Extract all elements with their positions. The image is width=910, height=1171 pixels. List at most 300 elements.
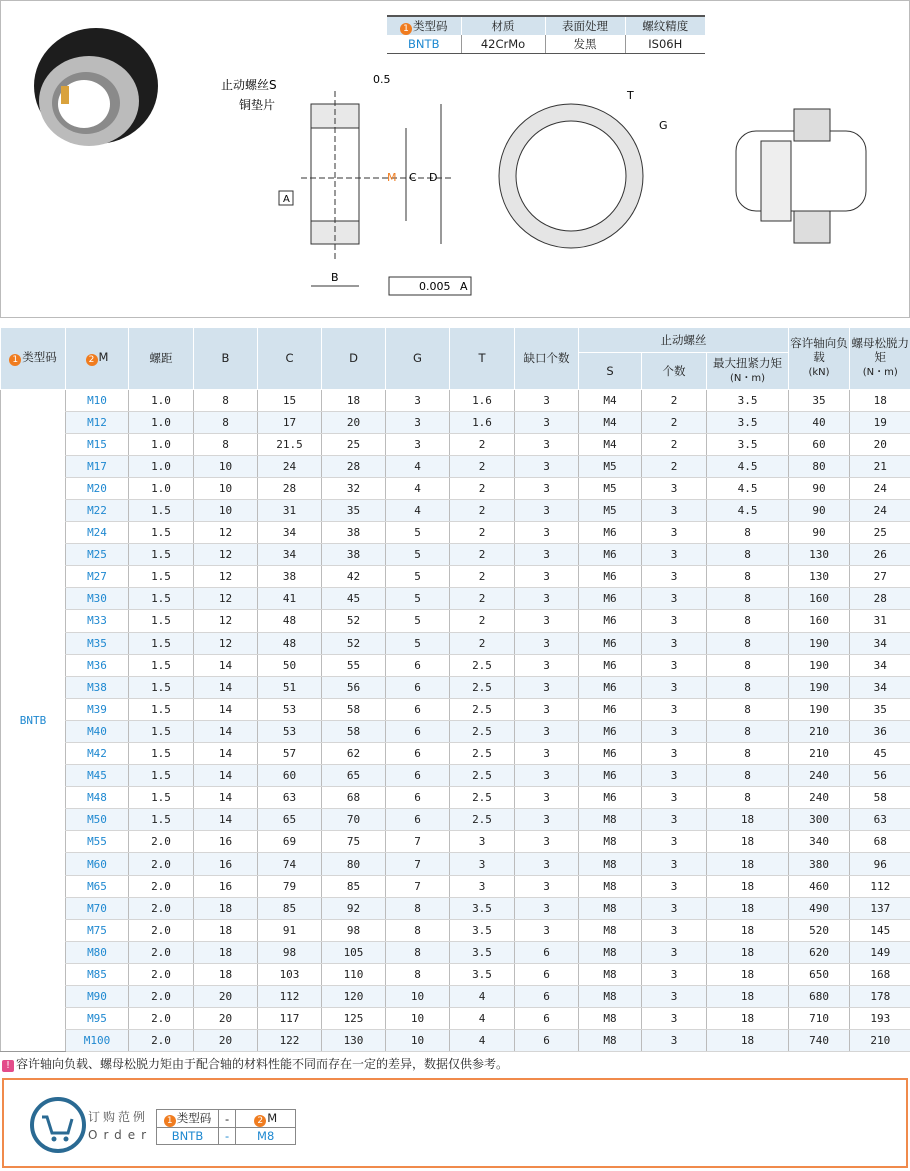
cell-load: 240 (789, 787, 850, 809)
cell-b: 14 (194, 654, 258, 676)
table-row (1, 765, 910, 787)
cell-m: M35 (66, 632, 129, 654)
cell-c: 91 (258, 919, 322, 941)
cell-c: 34 (258, 522, 322, 544)
cell-load: 80 (789, 455, 850, 477)
cell-b: 12 (194, 522, 258, 544)
cell-count: 3 (642, 632, 707, 654)
cell-t: 2 (450, 522, 515, 544)
cell-d: 42 (322, 566, 386, 588)
cell-d: 52 (322, 610, 386, 632)
cell-load: 380 (789, 853, 850, 875)
table-row (1, 1008, 910, 1030)
header-slots: 缺口个数 (515, 328, 579, 389)
cell-t: 2.5 (450, 698, 515, 720)
cell-g: 5 (386, 610, 450, 632)
cell-slots: 3 (515, 743, 579, 765)
order-header-type: 1 类型码 (157, 1110, 219, 1128)
cell-slots: 3 (515, 875, 579, 897)
label-G: G (659, 119, 668, 132)
cell-d: 92 (322, 897, 386, 919)
cell-loosen: 137 (850, 897, 910, 919)
cell-loosen: 31 (850, 610, 910, 632)
order-dash: - (219, 1128, 236, 1145)
header-g: G (386, 328, 450, 389)
cell-s: M6 (579, 610, 642, 632)
label-C: C (409, 171, 417, 184)
cell-m: M12 (66, 411, 129, 433)
cell-g: 10 (386, 1030, 450, 1052)
cell-slots: 6 (515, 1030, 579, 1052)
cell-g: 8 (386, 897, 450, 919)
cell-pitch: 1.5 (129, 698, 194, 720)
cell-load: 160 (789, 610, 850, 632)
header-t: T (450, 328, 515, 389)
cell-t: 3 (450, 831, 515, 853)
cell-torque: 18 (707, 919, 789, 941)
cell-c: 15 (258, 389, 322, 411)
cell-c: 41 (258, 588, 322, 610)
header-load: 容许轴向负载 (kN) (789, 328, 850, 389)
spec-header-type: 1 类型码 (387, 16, 461, 35)
cell-c: 57 (258, 743, 322, 765)
cell-t: 3.5 (450, 919, 515, 941)
cell-b: 12 (194, 610, 258, 632)
table-row (1, 433, 910, 455)
table-row (1, 411, 910, 433)
assembly-view (736, 109, 866, 243)
cell-count: 3 (642, 963, 707, 985)
cell-slots: 3 (515, 831, 579, 853)
table-row (1, 676, 910, 698)
cell-g: 8 (386, 919, 450, 941)
cell-b: 10 (194, 455, 258, 477)
header-torque: 最大扭紧力矩 (N・m) (707, 352, 789, 389)
table-row (1, 897, 910, 919)
cell-slots: 6 (515, 1008, 579, 1030)
cell-s: M8 (579, 809, 642, 831)
cell-c: 50 (258, 654, 322, 676)
cell-load: 680 (789, 986, 850, 1008)
cell-torque: 18 (707, 875, 789, 897)
cell-d: 68 (322, 787, 386, 809)
cell-pitch: 1.5 (129, 610, 194, 632)
cell-t: 2 (450, 566, 515, 588)
cell-g: 5 (386, 544, 450, 566)
cell-load: 620 (789, 941, 850, 963)
cell-load: 130 (789, 544, 850, 566)
cell-slots: 3 (515, 787, 579, 809)
cell-g: 6 (386, 676, 450, 698)
cell-t: 3.5 (450, 897, 515, 919)
cell-t: 1.6 (450, 389, 515, 411)
cell-c: 31 (258, 499, 322, 521)
label-A: A (283, 194, 290, 205)
header-b: B (194, 328, 258, 389)
label-copper-pad: 铜垫片 (239, 98, 276, 112)
cell-load: 160 (789, 588, 850, 610)
cell-s: M6 (579, 676, 642, 698)
order-table (156, 1109, 296, 1145)
cell-slots: 3 (515, 919, 579, 941)
cell-d: 52 (322, 632, 386, 654)
cell-g: 5 (386, 566, 450, 588)
cell-s: M6 (579, 765, 642, 787)
front-view (499, 104, 643, 248)
table-row (1, 853, 910, 875)
cell-c: 74 (258, 853, 322, 875)
cell-d: 130 (322, 1030, 386, 1052)
cell-g: 6 (386, 743, 450, 765)
cell-s: M8 (579, 963, 642, 985)
cell-count: 3 (642, 986, 707, 1008)
spec-header-surface: 表面处理 (545, 16, 625, 35)
cell-t: 2.5 (450, 676, 515, 698)
cell-c: 63 (258, 787, 322, 809)
cell-c: 69 (258, 831, 322, 853)
cell-m: M17 (66, 455, 129, 477)
cell-m: M38 (66, 676, 129, 698)
cell-slots: 3 (515, 765, 579, 787)
cell-load: 190 (789, 698, 850, 720)
cell-c: 17 (258, 411, 322, 433)
cell-b: 16 (194, 875, 258, 897)
cell-torque: 3.5 (707, 389, 789, 411)
cell-pitch: 1.5 (129, 676, 194, 698)
cell-s: M6 (579, 588, 642, 610)
header-s: S (579, 352, 642, 389)
cell-s: M6 (579, 522, 642, 544)
cell-c: 38 (258, 566, 322, 588)
cell-t: 2 (450, 544, 515, 566)
cell-loosen: 45 (850, 743, 910, 765)
section-view (279, 91, 471, 295)
cell-loosen: 210 (850, 1030, 910, 1052)
cell-torque: 18 (707, 831, 789, 853)
cell-m: M85 (66, 963, 129, 985)
cell-s: M8 (579, 941, 642, 963)
cell-load: 190 (789, 632, 850, 654)
cell-torque: 8 (707, 654, 789, 676)
label-T: T (627, 89, 634, 102)
cell-b: 20 (194, 1030, 258, 1052)
cell-g: 4 (386, 499, 450, 521)
cell-b: 14 (194, 743, 258, 765)
cell-pitch: 1.5 (129, 632, 194, 654)
cell-slots: 3 (515, 411, 579, 433)
cell-g: 10 (386, 986, 450, 1008)
cell-t: 2 (450, 632, 515, 654)
cell-torque: 18 (707, 941, 789, 963)
cell-pitch: 1.5 (129, 544, 194, 566)
cell-b: 8 (194, 433, 258, 455)
table-row (1, 544, 910, 566)
cell-loosen: 18 (850, 389, 910, 411)
cell-load: 460 (789, 875, 850, 897)
cell-s: M4 (579, 389, 642, 411)
cell-d: 62 (322, 743, 386, 765)
spec-table (387, 15, 705, 54)
cell-c: 53 (258, 698, 322, 720)
cell-g: 4 (386, 477, 450, 499)
cell-m: M80 (66, 941, 129, 963)
cell-b: 14 (194, 765, 258, 787)
cell-pitch: 1.0 (129, 433, 194, 455)
cell-slots: 3 (515, 654, 579, 676)
table-row (1, 455, 910, 477)
cell-pitch: 2.0 (129, 875, 194, 897)
cell-load: 520 (789, 919, 850, 941)
cell-s: M8 (579, 897, 642, 919)
cell-b: 12 (194, 588, 258, 610)
cell-m: M50 (66, 809, 129, 831)
cell-count: 3 (642, 787, 707, 809)
cell-m: M40 (66, 720, 129, 742)
cell-slots: 6 (515, 986, 579, 1008)
order-subtitle: Order (88, 1128, 153, 1142)
cell-type: BNTB (1, 389, 66, 1052)
cell-count: 2 (642, 389, 707, 411)
cell-slots: 3 (515, 809, 579, 831)
cell-d: 55 (322, 654, 386, 676)
cell-b: 12 (194, 544, 258, 566)
cell-count: 3 (642, 1008, 707, 1030)
cell-loosen: 35 (850, 698, 910, 720)
cell-m: M55 (66, 831, 129, 853)
cell-b: 16 (194, 853, 258, 875)
cell-count: 3 (642, 809, 707, 831)
cell-loosen: 56 (850, 765, 910, 787)
cell-count: 3 (642, 544, 707, 566)
cell-load: 60 (789, 433, 850, 455)
cell-t: 3.5 (450, 963, 515, 985)
cell-g: 8 (386, 941, 450, 963)
cell-m: M100 (66, 1030, 129, 1052)
table-row (1, 919, 910, 941)
cell-t: 2 (450, 499, 515, 521)
cell-slots: 3 (515, 455, 579, 477)
cell-load: 650 (789, 963, 850, 985)
cell-s: M4 (579, 433, 642, 455)
cell-t: 2.5 (450, 720, 515, 742)
product-drawing-panel (0, 0, 910, 318)
header-loosen: 螺母松脱力矩 (N・m) (850, 328, 910, 389)
cart-icon (28, 1095, 88, 1155)
cell-loosen: 25 (850, 522, 910, 544)
cell-s: M8 (579, 875, 642, 897)
cell-m: M30 (66, 588, 129, 610)
cell-count: 3 (642, 1030, 707, 1052)
cell-s: M6 (579, 654, 642, 676)
cell-d: 80 (322, 853, 386, 875)
cell-torque: 8 (707, 566, 789, 588)
note: ! 容许轴向负载、螺母松脱力矩由于配合轴的材料性能不同而存在一定的差异，数据仅供参考。 (2, 1055, 508, 1072)
cell-d: 70 (322, 809, 386, 831)
cell-loosen: 21 (850, 455, 910, 477)
label-stop-screw: 止动螺丝S (221, 78, 277, 92)
cell-m: M15 (66, 433, 129, 455)
cell-b: 10 (194, 499, 258, 521)
cell-torque: 18 (707, 1030, 789, 1052)
cell-torque: 8 (707, 743, 789, 765)
table-row (1, 941, 910, 963)
cell-m: M75 (66, 919, 129, 941)
cell-slots: 3 (515, 676, 579, 698)
cell-count: 2 (642, 411, 707, 433)
cell-b: 12 (194, 632, 258, 654)
cell-g: 6 (386, 787, 450, 809)
cell-load: 40 (789, 411, 850, 433)
cell-pitch: 1.0 (129, 411, 194, 433)
cell-g: 5 (386, 632, 450, 654)
cell-torque: 18 (707, 963, 789, 985)
cell-torque: 8 (707, 787, 789, 809)
header-count: 个数 (642, 352, 707, 389)
table-row (1, 588, 910, 610)
cell-c: 103 (258, 963, 322, 985)
cell-loosen: 168 (850, 963, 910, 985)
cell-c: 21.5 (258, 433, 322, 455)
cell-b: 8 (194, 411, 258, 433)
cell-loosen: 68 (850, 831, 910, 853)
cell-pitch: 1.5 (129, 720, 194, 742)
cell-count: 3 (642, 588, 707, 610)
cell-t: 4 (450, 1008, 515, 1030)
cell-s: M8 (579, 1030, 642, 1052)
cell-d: 105 (322, 941, 386, 963)
cell-load: 340 (789, 831, 850, 853)
cell-torque: 8 (707, 698, 789, 720)
table-row (1, 698, 910, 720)
cell-load: 35 (789, 389, 850, 411)
cell-torque: 8 (707, 522, 789, 544)
table-row (1, 831, 910, 853)
table-row (1, 499, 910, 521)
cell-s: M8 (579, 919, 642, 941)
cell-g: 5 (386, 588, 450, 610)
cell-torque: 18 (707, 809, 789, 831)
cell-b: 14 (194, 720, 258, 742)
product-photo (34, 28, 158, 146)
cell-d: 45 (322, 588, 386, 610)
label-B: B (331, 271, 339, 284)
cell-count: 3 (642, 610, 707, 632)
cell-count: 3 (642, 831, 707, 853)
table-row (1, 632, 910, 654)
cell-c: 117 (258, 1008, 322, 1030)
cell-slots: 3 (515, 544, 579, 566)
cell-pitch: 1.0 (129, 389, 194, 411)
header-c: C (258, 328, 322, 389)
cell-slots: 3 (515, 477, 579, 499)
table-row (1, 654, 910, 676)
cell-t: 2.5 (450, 743, 515, 765)
order-example (2, 1078, 908, 1168)
cell-t: 2.5 (450, 809, 515, 831)
cell-c: 79 (258, 875, 322, 897)
cell-slots: 3 (515, 610, 579, 632)
cell-count: 3 (642, 941, 707, 963)
cell-loosen: 149 (850, 941, 910, 963)
cell-loosen: 96 (850, 853, 910, 875)
cell-g: 7 (386, 875, 450, 897)
cell-m: M10 (66, 389, 129, 411)
cell-d: 25 (322, 433, 386, 455)
cell-c: 34 (258, 544, 322, 566)
cell-d: 65 (322, 765, 386, 787)
cell-m: M95 (66, 1008, 129, 1030)
cell-count: 3 (642, 853, 707, 875)
cell-g: 6 (386, 809, 450, 831)
cell-b: 18 (194, 941, 258, 963)
order-type: BNTB (157, 1128, 219, 1145)
cell-torque: 8 (707, 632, 789, 654)
cell-m: M60 (66, 853, 129, 875)
cell-count: 3 (642, 499, 707, 521)
cell-loosen: 24 (850, 499, 910, 521)
cell-count: 3 (642, 919, 707, 941)
cell-m: M20 (66, 477, 129, 499)
cell-c: 98 (258, 941, 322, 963)
cell-d: 58 (322, 720, 386, 742)
cell-loosen: 26 (850, 544, 910, 566)
label-flatness: 0.005 (419, 280, 451, 293)
cell-m: M70 (66, 897, 129, 919)
header-type: 1 类型码 (1, 328, 66, 389)
cell-torque: 3.5 (707, 411, 789, 433)
cell-m: M33 (66, 610, 129, 632)
cell-d: 28 (322, 455, 386, 477)
cell-loosen: 178 (850, 986, 910, 1008)
cell-pitch: 2.0 (129, 831, 194, 853)
cell-pitch: 1.5 (129, 499, 194, 521)
cell-pitch: 1.5 (129, 809, 194, 831)
table-row (1, 720, 910, 742)
cell-torque: 3.5 (707, 433, 789, 455)
cell-c: 48 (258, 632, 322, 654)
label-datum: A (460, 280, 468, 293)
cell-slots: 3 (515, 720, 579, 742)
cell-count: 3 (642, 676, 707, 698)
cell-t: 2.5 (450, 787, 515, 809)
cell-m: M39 (66, 698, 129, 720)
cell-pitch: 1.5 (129, 654, 194, 676)
cell-load: 190 (789, 654, 850, 676)
spec-header-thread: 螺纹精度 (625, 16, 705, 35)
header-stop-screw: 止动螺丝 (579, 328, 789, 352)
cell-t: 2 (450, 477, 515, 499)
cell-g: 6 (386, 698, 450, 720)
cell-count: 3 (642, 654, 707, 676)
cell-d: 38 (322, 544, 386, 566)
cell-s: M6 (579, 544, 642, 566)
cell-load: 210 (789, 743, 850, 765)
cell-count: 3 (642, 897, 707, 919)
cell-t: 2.5 (450, 765, 515, 787)
cell-c: 85 (258, 897, 322, 919)
cell-torque: 4.5 (707, 499, 789, 521)
cell-d: 56 (322, 676, 386, 698)
cell-torque: 8 (707, 588, 789, 610)
cell-count: 2 (642, 455, 707, 477)
cell-b: 18 (194, 919, 258, 941)
cell-loosen: 63 (850, 809, 910, 831)
cell-b: 18 (194, 963, 258, 985)
cell-b: 14 (194, 698, 258, 720)
cell-count: 3 (642, 566, 707, 588)
cell-slots: 3 (515, 389, 579, 411)
cell-slots: 6 (515, 963, 579, 985)
